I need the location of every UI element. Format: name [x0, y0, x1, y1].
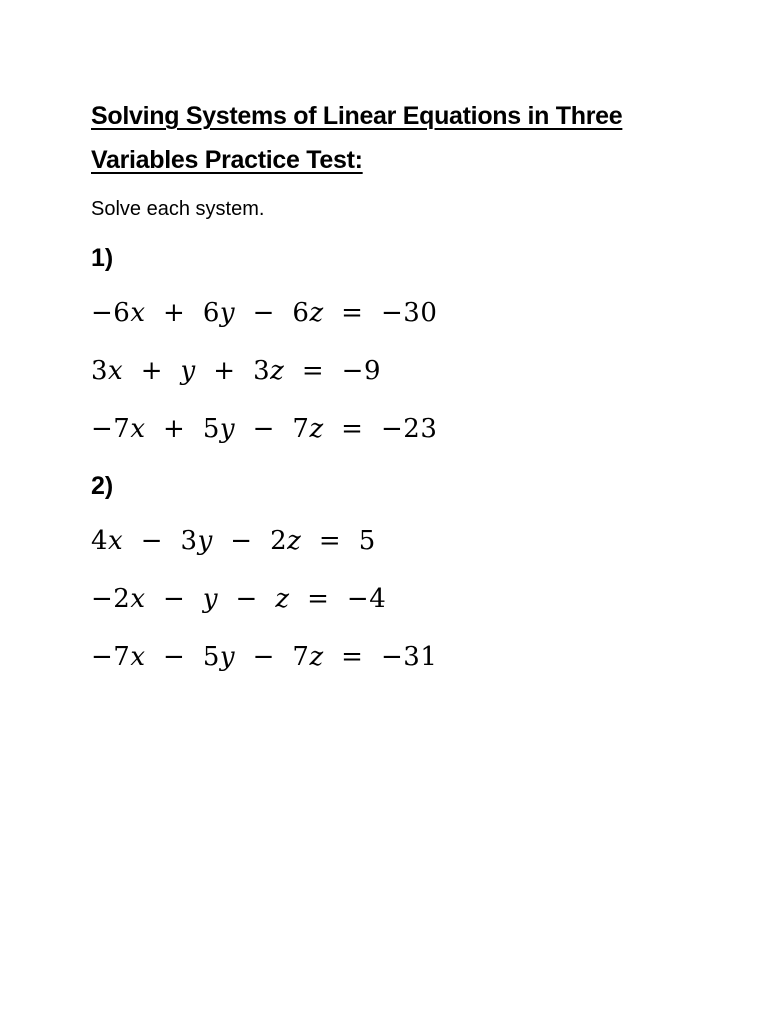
worksheet-page	[91, 94, 731, 682]
equation-2-3: −7𝑥 − 5𝑦 − 7𝑧 = −31	[91, 642, 438, 672]
problem-1	[91, 236, 731, 454]
title-line-2: Variables Practice Test:	[91, 146, 363, 174]
problem-2	[91, 464, 731, 682]
worksheet-title	[91, 94, 731, 182]
equation-2-1: 4𝑥 − 3𝑦 − 2𝑧 = 5	[91, 526, 376, 556]
title-line-1: Solving Systems of Linear Equations in Three	[91, 102, 623, 130]
problem-number: 2)	[91, 472, 114, 500]
equation-1-1: −6𝑥 + 6𝑦 − 6𝑧 = −30	[91, 298, 438, 328]
equation-2-2: −2𝑥 − 𝑦 − 𝑧 = −4	[91, 584, 387, 614]
equation-1-3: −7𝑥 + 5𝑦 − 7𝑧 = −23	[91, 414, 438, 444]
problem-number: 1)	[91, 244, 114, 272]
equation-1-2: 3𝑥 + 𝑦 + 3𝑧 = −9	[91, 356, 381, 386]
instructions-text: Solve each system.	[91, 198, 265, 220]
